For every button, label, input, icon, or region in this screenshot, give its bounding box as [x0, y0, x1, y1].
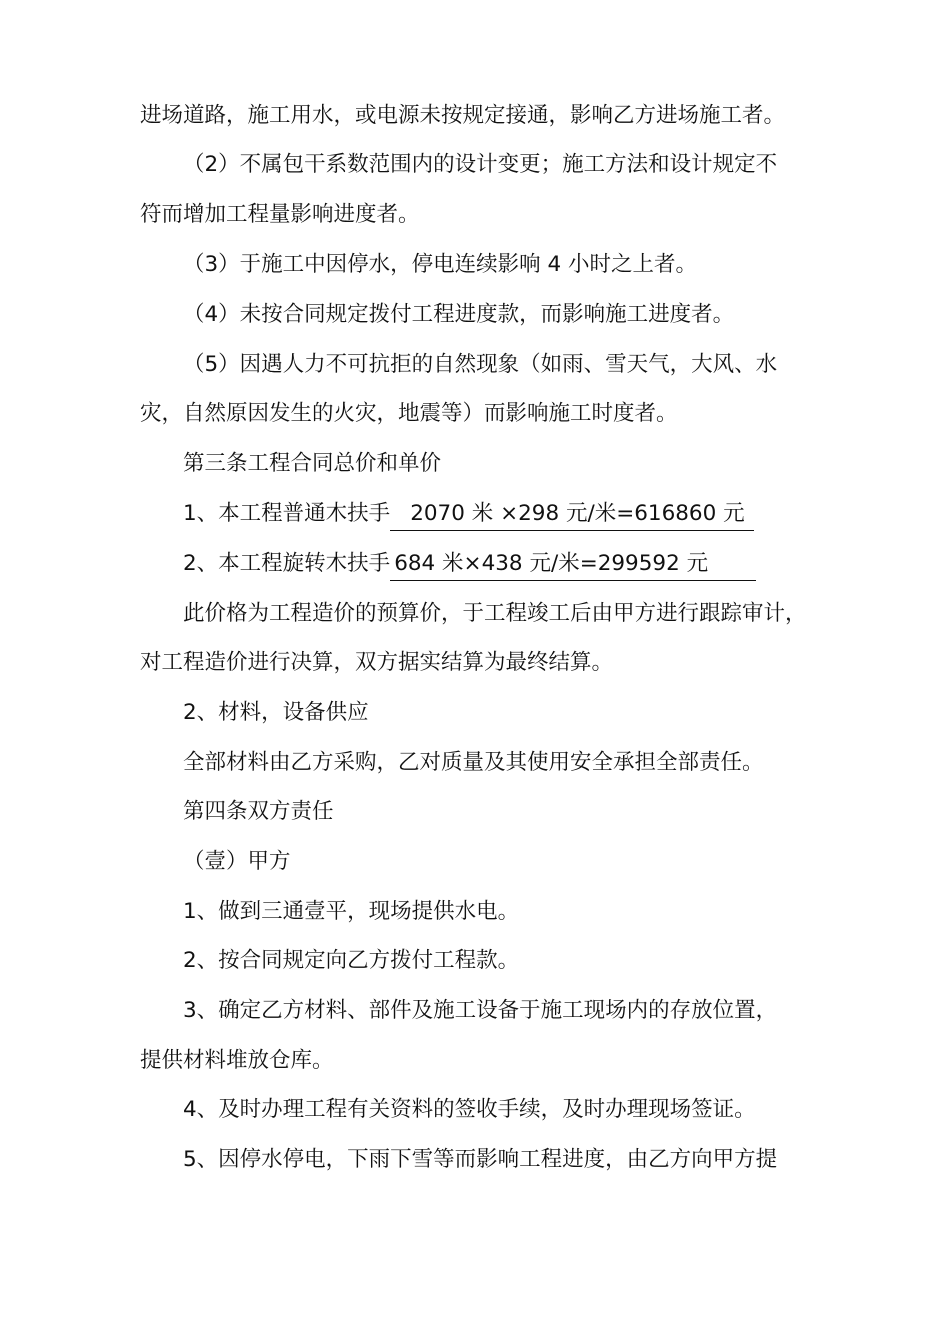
text-line: 4、及时办理工程有关资料的签收手续，及时办理现场签证。	[183, 1097, 756, 1122]
section-heading: 第三条工程合同总价和单价	[183, 451, 442, 476]
text-line: 进场道路，施工用水，或电源未按规定接通，影响乙方进场施工者。	[140, 103, 786, 128]
text-line: 5、因停水停电，下雨下雪等而影响工程进度，由乙方向甲方提	[183, 1147, 778, 1172]
text-line: （4）未按合同规定拨付工程进度款，而影响施工进度者。	[183, 302, 735, 327]
price-label: 1、本工程普通木扶手	[183, 501, 391, 526]
text-line: 对工程造价进行决算，双方据实结算为最终结算。	[140, 650, 614, 675]
text-line: 此价格为工程造价的预算价，于工程竣工后由甲方进行跟踪审计，	[183, 601, 807, 626]
subsection-heading: （壹）甲方	[183, 849, 291, 874]
text-line: 全部材料由乙方采购，乙对质量及其使用安全承担全部责任。	[183, 750, 764, 775]
text-line: 提供材料堆放仓库。	[140, 1048, 334, 1073]
text-line: 灾，自然原因发生的火灾，地震等）而影响施工时度者。	[140, 401, 678, 426]
text-line: （2）不属包干系数范围内的设计变更；施工方法和设计规定不	[183, 152, 778, 177]
text-line: 符而增加工程量影响进度者。	[140, 202, 420, 227]
section-heading: 第四条双方责任	[183, 799, 334, 824]
text-line: 2、材料，设备供应	[183, 700, 369, 725]
price-value-underlined: 2070 米 ×298 元/米=616860 元	[390, 501, 754, 531]
text-line: （3）于施工中因停水，停电连续影响 4 小时之上者。	[183, 252, 698, 277]
text-line: 3、确定乙方材料、部件及施工设备于施工现场内的存放位置，	[183, 998, 778, 1023]
price-line	[183, 549, 756, 581]
text-line: 2、按合同规定向乙方拨付工程款。	[183, 948, 520, 973]
price-label: 2、本工程旋转木扶手	[183, 551, 391, 576]
text-line: （5）因遇人力不可抗拒的自然现象（如雨、雪天气，大风、水	[183, 352, 778, 377]
price-line	[183, 499, 754, 531]
price-value-underlined: 684 米×438 元/米=299592 元	[390, 551, 756, 581]
text-line: 1、做到三通壹平，现场提供水电。	[183, 899, 520, 924]
